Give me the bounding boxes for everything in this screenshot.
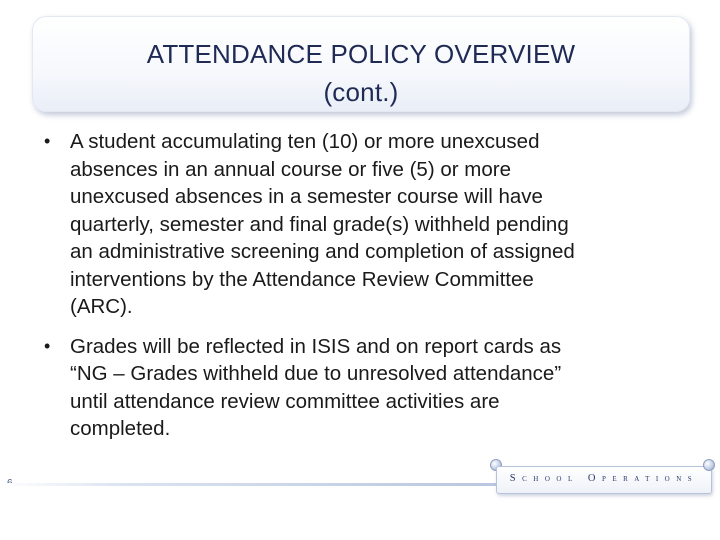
bullet-line: interventions by the Attendance Review Committee [70, 267, 534, 291]
title-banner [32, 16, 690, 112]
bullet-list [44, 128, 684, 443]
bullet-item-1 [44, 128, 684, 321]
bullet-line: an administrative screening and completion of assigned [70, 240, 575, 263]
bullet-line: Grades will be reflected in ISIS and on report cards as [70, 334, 562, 358]
title-line-2: (cont.) [323, 77, 399, 107]
bullet-dot-icon: • [44, 335, 51, 356]
badge-dot-right-icon [703, 459, 715, 471]
bullet-line: until attendance review committee activities are [70, 389, 500, 413]
footer-badge [496, 466, 712, 494]
bullet-line: (ARC). [70, 295, 133, 318]
bullet-line: “NG – Grades withheld due to unresolved attendance” [70, 362, 562, 385]
bullet-line: unexcused absences in a semester course will have [70, 185, 543, 208]
bullet-line: A student accumulating ten (10) or more unexcused [70, 130, 540, 153]
title-line-1: ATTENDANCE POLICY OVERVIEW [146, 39, 576, 69]
bullet-dot-icon: • [44, 131, 51, 151]
slide-title [33, 35, 689, 111]
bullet-item-2 [44, 333, 684, 443]
bullet-line: completed. [70, 417, 171, 440]
footer-label: School Operations [509, 473, 699, 484]
footer-divider [0, 483, 500, 486]
bullet-line: quarterly, semester and final grade(s) withheld pending [70, 212, 569, 236]
bullet-line: absences in an annual course or five (5) or more [70, 157, 511, 181]
